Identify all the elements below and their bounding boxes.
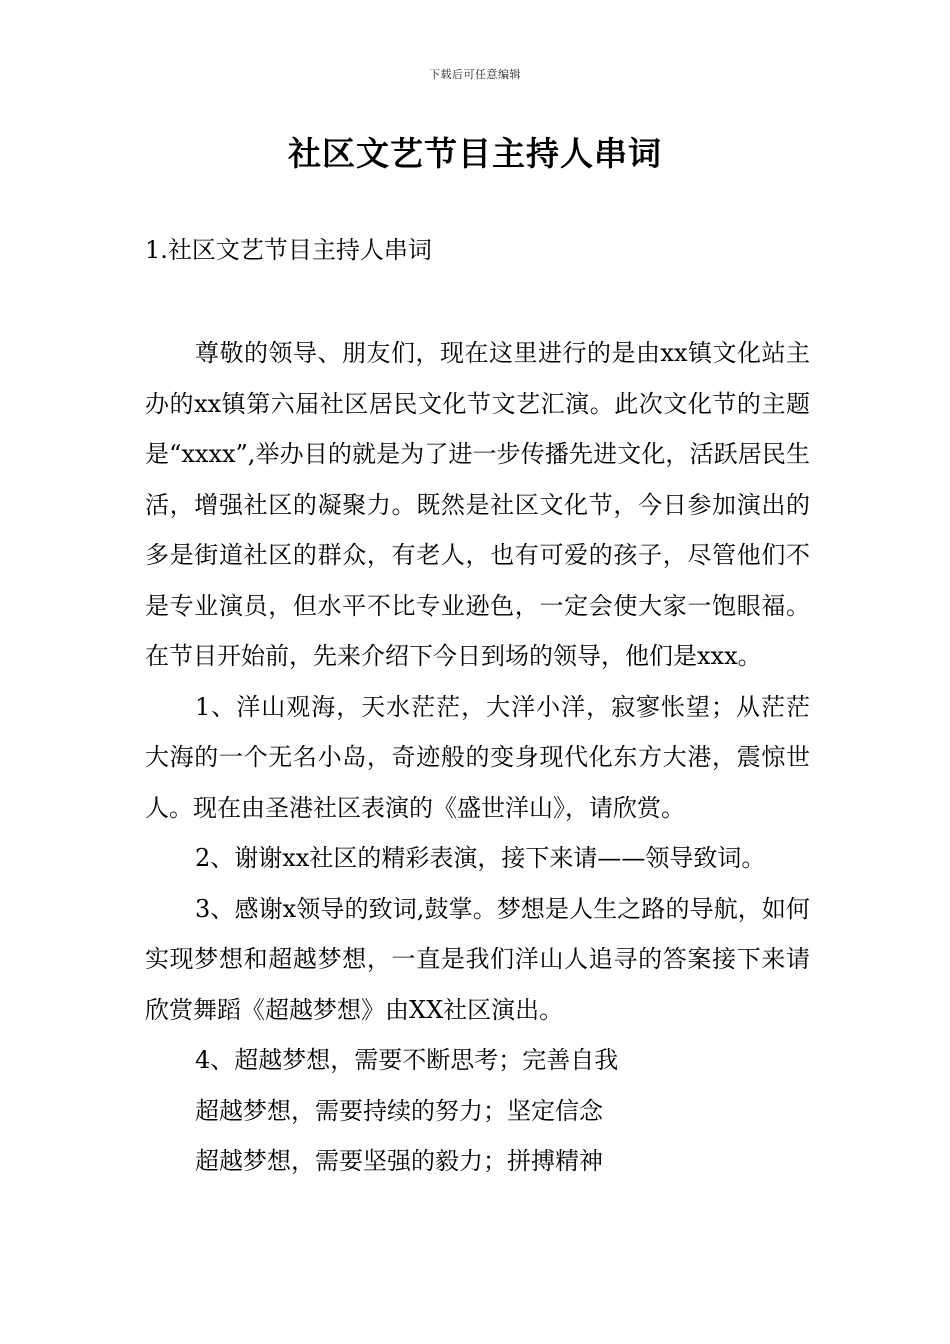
paragraph-item-2: 2、谢谢xx社区的精彩表演，接下来请——领导致词。 — [195, 844, 766, 872]
paragraph-item-4: 4、超越梦想，需要不断思考；完善自我 — [195, 1046, 619, 1074]
paragraph-line-6: 超越梦想，需要坚强的毅力；拼搏精神 — [195, 1147, 603, 1175]
paragraph-item-3: 3、感谢x领导的致词,鼓掌。梦想是人生之路的导航，如何实现梦想和超越梦想，一直是我们洋山人追寻的答案接下来请欣赏舞蹈《超越梦想》由XX社区演出。 — [145, 894, 810, 1024]
paragraph-intro: 尊敬的领导、朋友们，现在这里进行的是由xx镇文化站主办的xx镇第六届社区居民文化节文艺汇演。此次文化节的主题是“xxxx”,举办目的就是为了进一步传播先进文化，活跃居民生活，增强社区的凝聚力。既然是社区文化节，今日参加演出的多是街道社区的群众，有老人，也有可爱的孩子，尽管他们不是专业演员，但水平不比专业逊色，一定会使大家一饱眼福。在节目开始前，先来介绍下今日到场的领导，他们是xxx。 — [145, 339, 810, 670]
section-heading: 1.社区文艺节目主持人串词 — [145, 236, 432, 264]
paragraph-line-5: 超越梦想，需要持续的努力；坚定信念 — [195, 1096, 603, 1125]
document-body — [145, 328, 810, 1187]
document-title: 社区文艺节目主持人串词 — [288, 134, 662, 173]
header-note: 下载后可任意编辑 — [429, 68, 521, 81]
paragraph-item-1: 1、洋山观海，天水茫茫，大洋小洋，寂寥怅望；从茫茫大海的一个无名小岛，奇迹般的变身现代化东方大港，震惊世人。现在由圣港社区表演的《盛世洋山》，请欣赏。 — [145, 692, 810, 822]
